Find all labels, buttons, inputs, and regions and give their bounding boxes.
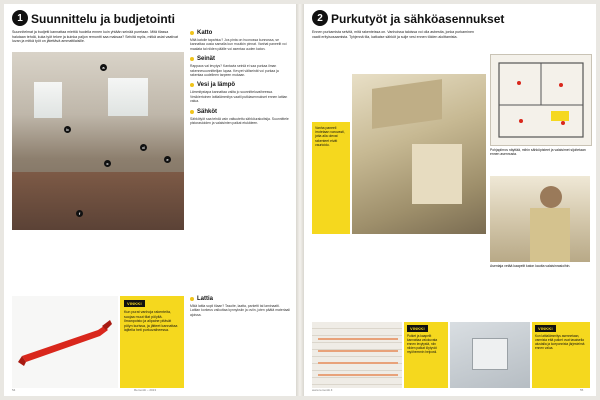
section-text-seinat: Rappaus vai levytys? Kantavia seiniä ei saa purkaa ilman rakennesuunnittelijan lupaa. Kevyet väliseinät voi purkaa ja rakentaa uudelleen tarpeen mukaan. (190, 64, 279, 78)
tip-label: VINKKI (407, 325, 428, 332)
room-photo (12, 52, 184, 230)
worker-caption: Asentaja vetää kaapelit katon kautta valaisinrasioihin. (490, 264, 571, 268)
section-heading-sahkot: Sähköt (190, 109, 290, 115)
section-number-badge: 1 (12, 10, 28, 26)
intro-text: Ennen purkamista selvitä, mitä rakenteissa on. Vanhoissa taloissa voi olla asbestia, jonka purkaminen vaatii erityisosaamista. Tyhjennä tila, katkaise sähköt ja sulje vesi ennen töiden aloittamista. (312, 30, 474, 39)
section-heading-seinat: Seinät (190, 56, 290, 62)
photo-marker: d (140, 144, 147, 151)
page-number: 55 (580, 388, 584, 392)
photo-marker: e (164, 156, 171, 163)
section-number-badge: 2 (312, 10, 328, 26)
floor-plan-icon (491, 55, 591, 145)
right-page (304, 4, 596, 396)
photo-caption: Vanha paneeli irrotetaan varovasti, jotta alla olevat rakenteet eivät vaurioidu. (315, 126, 345, 147)
page-gutter (296, 4, 304, 396)
section-text-lattia: Mikä lattia sopii tilaan? Tasoite, laatta, parketti tai laminaatti. Lattian korkeus vaikuttaa kynnyksiin ja oviin, joten päätä materiaali ajoissa. (190, 304, 290, 317)
photo-marker: c (104, 160, 111, 167)
tip-text: Kun lattialämmitys asennetaan, varmista että putket ovat tasaisella alustalla ja koeponnista järjestelmä ennen valua. (535, 334, 585, 350)
bullet-icon (190, 297, 194, 301)
tip-label: VINKKI (124, 300, 145, 307)
caption-box (312, 122, 350, 234)
tip-box (120, 296, 184, 388)
left-page (4, 4, 296, 396)
section-heading-katto: Katto (190, 30, 290, 36)
section-heading-vesi: Vesi ja lämpö (190, 82, 290, 88)
floor-plan-image (490, 54, 592, 146)
tip-box-2 (532, 322, 590, 388)
tip-box-1 (404, 322, 448, 388)
page-title: Suunnittelu ja budjetointi (31, 12, 175, 26)
junction-box-photo (450, 322, 530, 388)
section-heading-lattia: Lattia (190, 296, 290, 302)
bullet-icon (190, 110, 194, 114)
plan-caption: Pohjapiirros näyttää, mihin sähköpisteet ja valaisimet sijoitetaan ennen asennusta. (490, 148, 586, 157)
tip-text: Kun purat vanhoja rakenteita, suojaa muut tilat pölyltä. Ilmanpoisto ja alipaine pitävät pölyn kurissa, ja jätteet kannattaa lajitella heti purkuvaiheessa. (124, 310, 178, 333)
bullet-icon (190, 31, 194, 35)
photo-marker: f (76, 210, 83, 217)
text-column (190, 30, 290, 130)
photo-marker: a (100, 64, 107, 71)
tip-label: VINKKI (535, 325, 556, 332)
page-number: 54 (12, 388, 16, 392)
ceiling-demolition-photo (352, 74, 486, 234)
bullet-icon (190, 57, 194, 61)
bullet-icon (190, 83, 194, 87)
section-text-sahkot: Sähkötyöt saa tehdä vain valtuutettu sähköurakoitsija. Suunnittele pistorasioiden ja valaisinten paikat etukäteen. (190, 116, 289, 126)
crowbar-icon (12, 296, 118, 388)
tip-text: Putket ja kaapelit kannattaa valokuvata ennen levytystä, niin niiden paikat löytyvät myöhemmin helposti. (407, 334, 438, 354)
crowbar-photo (12, 296, 118, 388)
footer-meta: Remontti – 2013 (134, 388, 157, 392)
section-text-katto: Mitä katolle tapahtuu? Jos pinta on huonossa kunnossa, se kannattaa uusia samalla kun muutkin pinnat. Vanhat paneelit voi maalata tai niiden päälle voi asentaa uuden katon. (190, 38, 287, 51)
page-title: Purkutyöt ja sähköasennukset (331, 12, 505, 26)
text-column-bottom (190, 296, 290, 317)
photo-marker: b (64, 126, 71, 133)
floor-heating-photo (312, 322, 402, 388)
intro-text: Suunnitelmat ja budjetti kannattaa miettiä huolella ennen kuin yhtään seinää puretaan. Mitä tilassa halutaan tehdä, kuka työt tekee ja kuinka paljon remontti saa maksaa? Selvitä myös, mitkä asiat vaativat luvan ja mitkä työt on jätettävä ammattilaisille. (12, 30, 179, 44)
footer-meta: www.remontti.fi (312, 388, 333, 392)
electrician-photo (490, 176, 590, 262)
section-text-vesi: Lämmitystapa kannattaa valita jo suunnitteluvaiheessa. Vesikiertoinen lattialämmitys vaatii putkiasennukset ennen lattian valua. (190, 90, 288, 104)
